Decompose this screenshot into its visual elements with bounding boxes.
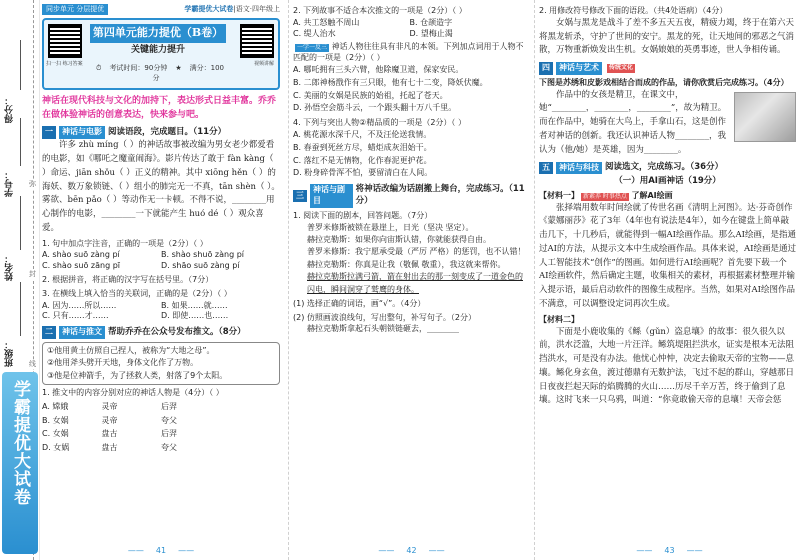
qr-caption-right: 视频讲解 [253, 61, 274, 68]
unit-subtitle: 关键能力提升 [130, 45, 185, 56]
score-label: 得分： [5, 96, 15, 123]
series-tag: 同步单元 分层提优 [42, 4, 108, 15]
cut-mark-3: 线 [29, 360, 36, 368]
s3-fill-line[interactable]: 赫拉克勒斯拿起石头朝锁链砸去，________ [307, 324, 459, 334]
option[interactable]: D. 望梅止渴 [409, 28, 453, 38]
class-label: 班级： [5, 340, 15, 367]
option-part: 灵帝 [101, 401, 118, 411]
section-4-fill[interactable]: 作品中的女孩是精卫，在课文中，她“________，________，________”，故为精卫。而在作品中，她骑在大鸟上，手拿山石，这是创作者对神话的创新。我还认识神话人物________，我认为（他/她）是英雄，因为________。 [539, 89, 727, 155]
option-part: 灵帝 [101, 415, 118, 425]
option[interactable]: B. 春蚕到死丝方尽，蜡炬成灰泪始干。 [293, 142, 432, 152]
s3-sub-2: (2) 仿照画波浪线句，写出整句，补写句子。（2分） [293, 312, 476, 322]
option-part: 盘古 [101, 429, 118, 439]
option[interactable]: B. shào shuō zàng pí [161, 250, 244, 260]
unit-title: 第四单元能力提优（B卷） [90, 24, 226, 43]
option[interactable]: C. shào suō zāng pī [42, 261, 121, 271]
section-5-subtitle: （一）用AI画神话（19分） [614, 176, 721, 187]
intro-text: 神话在现代科技与文化的加持下，表达形式日益丰富。乔乔在做体验神话的创意表达，快来参与吧。 [42, 96, 277, 120]
series-banner-text: 学霸提优大试卷 [9, 380, 30, 506]
section-1-passage: 许多 zhù míng（ ）的神话故事被改编为男女老少都爱看的电影，如《哪吒之魔童闹海》。影片传达了敢于 fàn kàng（ ）命运、jiān shǒu（ ）正义的精神。其中 xiōng hěn（ ）的海妖、数万象锁链、（ ）组小的肺完无一不真，tān shèn（ ）。雾欲、bēn pǎo（ ）等动作无一卡顿。不得不说，________用心制作的电影，________一下就能产生 huó dé（ ）观众喜爱。 [42, 140, 280, 233]
s2-question-4: 4. 下列与突出人物②精品质的一项是（2分）（ ） [293, 118, 466, 128]
option[interactable]: A. 嫦娥 [42, 401, 69, 411]
option[interactable]: A. 因为……所以…… [42, 300, 117, 310]
material-2-text: 下面是小鹿收集的《鲧（gǔn）盗息壤》的故事：很久很久以前，洪水泛滥，大地一片汪洋。鲧筑堤阻拦洪水，证实是根本无法阻挡洪水，可是没有办法。他忧心忡忡，决定去偷取天帝的宝物——息壤。鲧化身玄鱼，渡过德鼎有无数护法，飞过不起的群山，穿越那日日夜夜拦起天际的焰腾腾的火山……历尽千辛万苦，终于偷到了息壤。这时飞来一只乌鸦，叫道：“你竟敢偷天帝的息壤！天帝会惩 [539, 326, 795, 406]
option[interactable]: D. 女娲 [42, 442, 70, 452]
option-part: 盘古 [101, 442, 118, 452]
s1-q1-options [42, 250, 280, 272]
section-2-header: 二 神话与推文 帮助乔乔在公众号发布推文。（8分） [42, 326, 280, 339]
page-number-41: —— 41 —— [127, 546, 195, 556]
s2-q4-options [293, 129, 526, 180]
score-line [20, 40, 21, 90]
option[interactable]: A. 哪吒拥有三头六臂，他除魔卫道，保家安民。 [293, 64, 464, 74]
section-1-header: 一 神话与电影 阅读语段，完成题目。（11分） [42, 126, 280, 139]
option[interactable]: D. 粉身碎骨浑不怕，要留清白在人间。 [293, 168, 433, 178]
section-3-header: 三 神话与剧目 将神话改编为话剧搬上舞台，完成练习。（11分） [293, 184, 526, 208]
option-part: 后羿 [161, 401, 177, 411]
s1-question-2: 2. 根据拼音，将正确的汉字写在括号里。（7分） [42, 274, 214, 284]
option[interactable]: A. 桃花源水深千尺，不及汪伦送我情。 [293, 129, 432, 139]
tweet-item: ②他用斧头劈开天地，身体文化作了万物。 [47, 358, 199, 368]
option[interactable]: C. 缇人治水 [293, 28, 336, 38]
class-line [20, 282, 21, 336]
s3-question-1: 1. 阅读下面的剧本，回答问题。（7分） [293, 210, 433, 220]
s2-question-3: 一学一反三 神话人物往往具有非凡的本领。下列加点词用于人物不匹配的一项是（2分）（ ） [293, 42, 524, 63]
page-number-42: —— 42 —— [378, 546, 445, 556]
option-part: 后羿 [161, 429, 177, 439]
tweet-item: ③他是位神箭手，为了拯救人类，射落了9个太阳。 [47, 370, 228, 380]
qr-caption-left: 扫一扫 练习答案 [46, 61, 83, 68]
unit-title-box [42, 18, 280, 90]
clock-icon: ⏱ [95, 64, 102, 73]
option[interactable]: B. 如果……就…… [161, 300, 228, 310]
cut-mark-1: 弥 [29, 180, 36, 188]
cut-mark-2: 封 [29, 270, 36, 278]
option[interactable]: D. 即使……也…… [161, 311, 229, 321]
s2-q2-options [293, 18, 526, 40]
s2-question-1: 1. 推文中的内容分别对应的神话人物是（4分）（ ） [42, 388, 224, 398]
tweet-box [42, 342, 280, 385]
material-1-header: 【材料一】 新素养 时事热点 了解AI绘画 [539, 190, 673, 200]
qr-code-left[interactable] [48, 24, 82, 58]
s2-question-2: 2. 下列故事不适合本次推文的一项是（2分）（ ） [293, 6, 467, 15]
student-id-label: 学号： [5, 170, 15, 197]
qr-code-right[interactable] [240, 24, 274, 58]
exam-meta: ⏱ 考试时间：90分钟 ★ 满分：100分 [95, 64, 225, 82]
s1-question-3: 3. 在横线上填入恰当的关联词，正确的是（2分）（ ） [42, 288, 232, 298]
page-41 [42, 0, 280, 560]
section-5-header: 五 神话与科技 阅读选文，完成练习。（36分） [539, 162, 796, 175]
page-42 [288, 0, 526, 560]
material-2-header: 【材料二】 [539, 314, 579, 324]
student-id-line [20, 118, 21, 166]
s3-sub-1: (1) 选择正确的词语，画“√”。（4分） [293, 298, 426, 308]
star-icon: ★ [175, 64, 182, 73]
option[interactable]: A. 共工怒触不周山 [293, 17, 360, 27]
s3-question-2: 2. 用修改符号修改下面的语段。（共4处语病）（4分） [539, 6, 728, 15]
binding-sidebar [0, 0, 40, 560]
tweet-item: ①他用黄土仿照自己捏人，被称为“大地之母”。 [47, 345, 215, 355]
material-1-text: 张择端用数年时间绘就了传世名画《清明上河图》。达·芬奇创作《蒙娜丽莎》花了3年（4年也有说法是4年），如今在键盘上简单敲击几下，十几秒后，就能得到一幅AI绘画作品。那么AI绘画，是指通过AI的方法，从提示文本中生成绘画作品。具体来说，AI绘画是通过人工智能技术“创作”的图画。如何进行AI绘画呢？首先要下载一个AI绘画软件，然后确定主题，收集相关的素材，再根据素材整理并输入提示语，最后启动软件的图像生成程序。当然，如果对AI绘图作品不满意，可以调整设定词再次生成。 [539, 202, 796, 309]
option[interactable]: C. 女娲 [42, 429, 69, 439]
s2-q1-options [42, 400, 280, 454]
option[interactable]: C. 只有……才…… [42, 311, 109, 321]
option[interactable]: D. 孙悟空会筋斗云，一个跟头翻十万八千里。 [293, 103, 457, 113]
name-label: 姓名： [5, 254, 15, 281]
section-4-title: 下图是苏绣和皮影戏相结合而成的作品，请你欣赏后完成练习。（4分） [539, 77, 789, 87]
name-line [20, 196, 21, 250]
s2-q3-options [293, 64, 526, 115]
page-43 [534, 0, 796, 560]
option-part: 夸父 [161, 415, 177, 425]
option[interactable]: B. 二郎神杨戬作有三只眼，他有七十二变，降妖伏魔。 [293, 77, 488, 87]
option[interactable]: A. shào suō zàng pí [42, 250, 120, 260]
option-part: 夸父 [161, 442, 177, 452]
s1-question-1: 1. 句中加点字注音，正确的一项是（2分）（ ） [42, 238, 208, 248]
option[interactable]: B. 女娲 [42, 415, 69, 425]
script-text: 普罗米修斯被锁在悬崖上，日光（坚决 坚定）。 赫拉克勒斯：如果你向宙斯认错，你就能获得自由。 普罗米修斯：我宁愿承受最（严厉 严格）的惩罚，也不认错！ 赫拉克勒斯：你真是让我（敬佩 敬重），我这就来帮你。 赫拉克勒斯拉满弓箭，箭在射出去的那一刻变成了一道金色的闪电，瞬间洞穿了鹫鹰的身体。 [307, 222, 526, 294]
page-number-43: —— 43 —— [636, 546, 703, 556]
s3-q2-passage: 女娲与黑龙是战斗了差不多五天五夜，精疲力竭，终于在第六天将黑龙斩杀，守护了世间的安宁。黑龙的死，让天地间的邪恶之气消散，万物重新焕发出生机。女娲娘娘的英勇事迹，世人争相传诵。 [539, 17, 795, 56]
course-label: 学霸提优大试卷|语文·四年级上 [184, 5, 280, 13]
section-4-header: 四 神话与艺术 传统文化 [539, 62, 796, 75]
option[interactable]: C. 美丽的女娲是民族的始祖，托起了苍天。 [293, 90, 448, 100]
learn-badge: 一学一反三 [297, 44, 328, 52]
option[interactable]: B. 仓颉造字 [409, 17, 453, 27]
artwork-image [734, 92, 796, 142]
s1-q3-options [42, 301, 280, 323]
option[interactable]: D. shāo suō zàng pí [161, 261, 240, 271]
option[interactable]: C. 落红不是无情物，化作春泥更护花。 [293, 155, 432, 165]
